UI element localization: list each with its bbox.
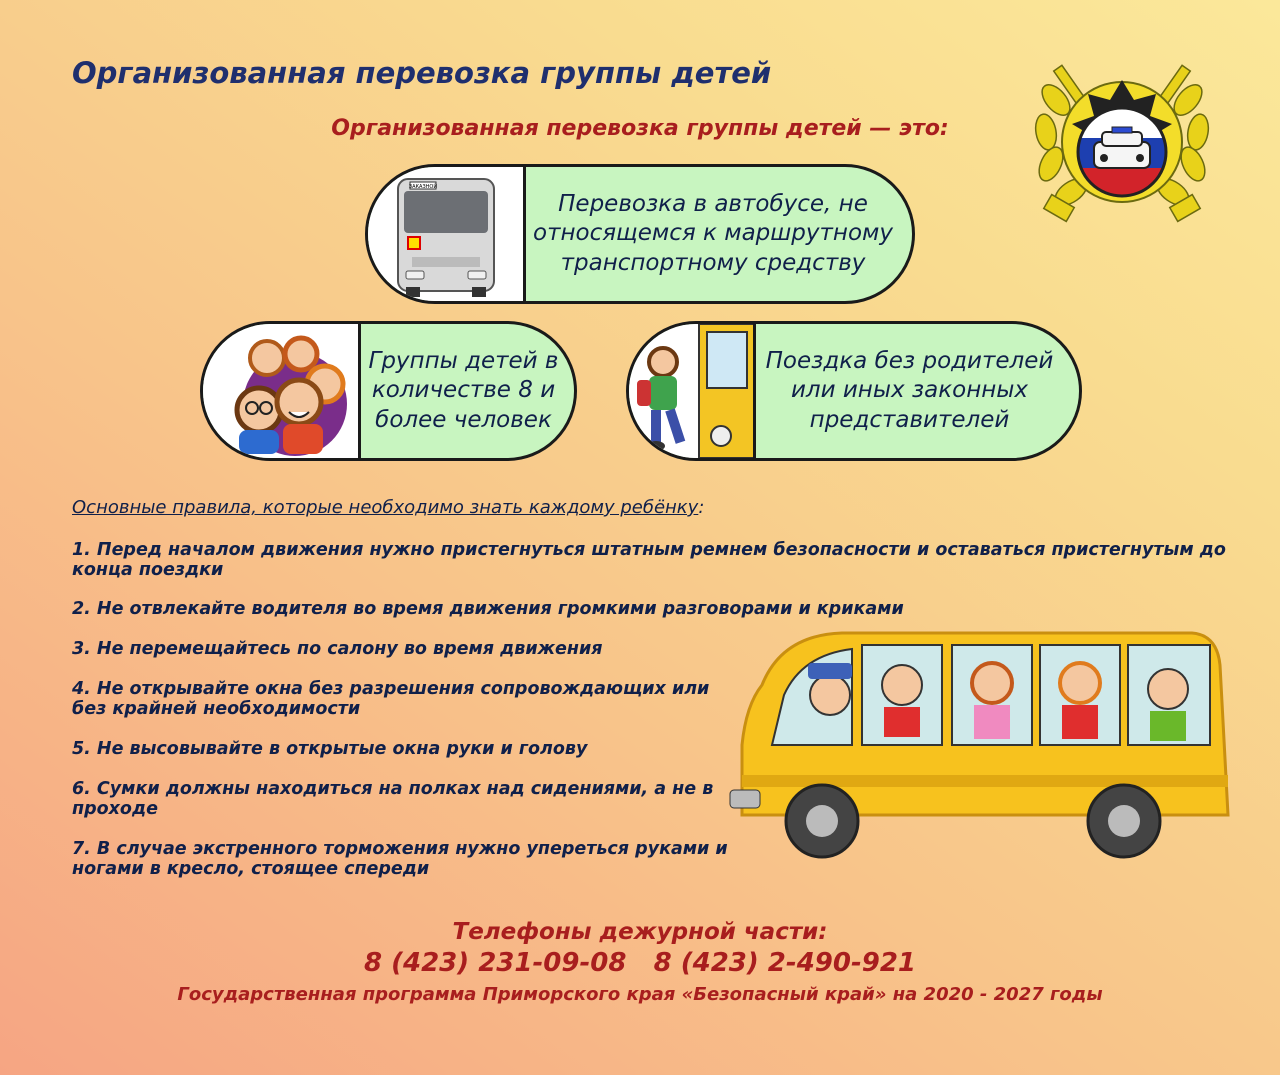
rule-item: 4. Не открывайте окна без разрешения сопровождающих или без крайней необходимости xyxy=(72,679,710,719)
card-bus-text: Перевозка в автобусе, не относящемся к маршрутному транспортному средству xyxy=(533,190,893,276)
card-bus xyxy=(365,164,915,304)
coach-bus-icon xyxy=(368,167,523,301)
card-group xyxy=(200,321,577,461)
rule-item: 5. Не высовывайте в открытые окна руки и голову xyxy=(72,739,588,759)
page-subtitle: Организованная перевозка группы детей — это: xyxy=(331,116,949,141)
rule-item: 6. Сумки должны находиться на полках над сидениями, а не в проходе xyxy=(72,779,714,819)
page-title: Организованная перевозка группы детей xyxy=(72,56,772,90)
schoolboy-bus-icon xyxy=(629,324,753,458)
children-group-icon xyxy=(203,324,358,458)
program-note: Государственная программа Приморского края «Безопасный край» на 2020 - 2027 годы xyxy=(177,984,1103,1005)
card-trip xyxy=(626,321,1082,461)
card-group-text: Группы детей в количестве 8 и более человек xyxy=(368,347,559,433)
bus-sign-label: ЗАКАЗНОЙ xyxy=(408,184,438,190)
rules-heading: Основные правила, которые необходимо знать каждому ребёнку: xyxy=(72,497,705,518)
school-bus-children-icon xyxy=(722,625,1234,875)
police-emblem-icon xyxy=(1026,52,1218,224)
card-trip-text: Поездка без родителей или иных законных представителей xyxy=(765,347,1054,433)
phones-label: Телефоны дежурной части: xyxy=(452,919,828,945)
rule-item: 3. Не перемещайтесь по салону во время движения xyxy=(72,639,603,659)
rule-item: 2. Не отвлекайте водителя во время движения громкими разговорами и криками xyxy=(72,599,904,619)
rule-item: 1. Перед началом движения нужно пристегнуться штатным ремнем безопасности и оставаться пристегнутым до конца поездки xyxy=(72,540,1226,580)
rule-item: 7. В случае экстренного торможения нужно упереться руками и ногами в кресло, стоящее спереди xyxy=(72,839,728,879)
phone-numbers: 8 (423) 231-09-08 8 (423) 2-490-921 xyxy=(363,948,917,978)
